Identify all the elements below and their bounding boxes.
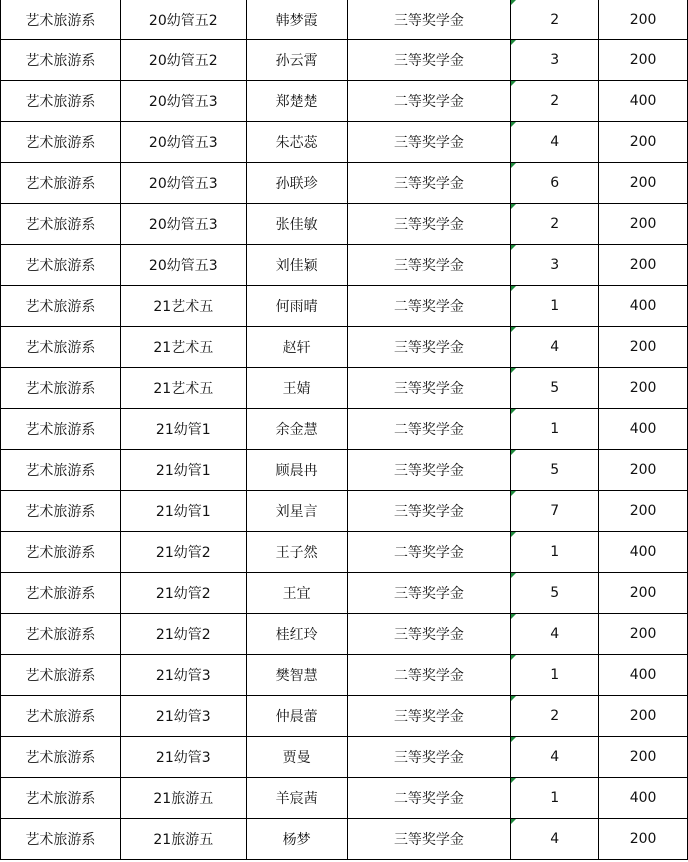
class-cell[interactable]: 21艺术五	[120, 368, 246, 409]
student-name-cell[interactable]: 何雨晴	[246, 286, 347, 327]
table-row	[1, 245, 688, 286]
department-cell[interactable]: 艺术旅游系	[1, 163, 121, 204]
student-name-cell[interactable]: 孙云霄	[246, 40, 347, 81]
rank-cell[interactable]: 4	[511, 737, 599, 778]
student-name-cell[interactable]: 王婧	[246, 368, 347, 409]
table-row	[1, 122, 688, 163]
table-row	[1, 819, 688, 860]
class-cell[interactable]: 21幼管3	[120, 737, 246, 778]
class-cell[interactable]: 21幼管3	[120, 696, 246, 737]
department-cell[interactable]: 艺术旅游系	[1, 614, 121, 655]
amount-cell[interactable]: 200	[599, 737, 688, 778]
department-cell[interactable]: 艺术旅游系	[1, 491, 121, 532]
rank-cell[interactable]: 5	[511, 450, 599, 491]
amount-cell[interactable]: 200	[599, 450, 688, 491]
amount-cell[interactable]: 200	[599, 696, 688, 737]
rank-cell[interactable]: 2	[511, 81, 599, 122]
class-cell[interactable]: 20幼管五3	[120, 163, 246, 204]
award-cell[interactable]: 三等奖学金	[347, 819, 511, 860]
award-cell[interactable]: 三等奖学金	[347, 491, 511, 532]
department-cell[interactable]: 艺术旅游系	[1, 204, 121, 245]
rank-cell[interactable]: 4	[511, 614, 599, 655]
rank-cell[interactable]: 1	[511, 778, 599, 819]
award-cell[interactable]: 二等奖学金	[347, 286, 511, 327]
rank-cell[interactable]: 3	[511, 40, 599, 81]
award-cell[interactable]: 三等奖学金	[347, 450, 511, 491]
student-name-cell[interactable]: 贾曼	[246, 737, 347, 778]
department-cell[interactable]: 艺术旅游系	[1, 409, 121, 450]
award-cell[interactable]: 三等奖学金	[347, 573, 511, 614]
class-cell[interactable]: 21幼管2	[120, 614, 246, 655]
award-cell[interactable]: 三等奖学金	[347, 204, 511, 245]
award-cell[interactable]: 三等奖学金	[347, 245, 511, 286]
amount-cell[interactable]: 400	[599, 532, 688, 573]
award-cell[interactable]: 三等奖学金	[347, 368, 511, 409]
student-name-cell[interactable]: 羊宸茜	[246, 778, 347, 819]
department-cell[interactable]: 艺术旅游系	[1, 655, 121, 696]
amount-cell[interactable]: 200	[599, 245, 688, 286]
amount-cell[interactable]: 200	[599, 819, 688, 860]
rank-cell[interactable]: 7	[511, 491, 599, 532]
department-cell[interactable]: 艺术旅游系	[1, 696, 121, 737]
rank-cell[interactable]: 1	[511, 655, 599, 696]
amount-cell[interactable]: 400	[599, 286, 688, 327]
award-cell[interactable]: 三等奖学金	[347, 737, 511, 778]
amount-cell[interactable]: 200	[599, 0, 688, 40]
student-name-cell[interactable]: 樊智慧	[246, 655, 347, 696]
rank-cell[interactable]: 3	[511, 245, 599, 286]
department-cell[interactable]: 艺术旅游系	[1, 81, 121, 122]
department-cell[interactable]: 艺术旅游系	[1, 450, 121, 491]
rank-cell[interactable]: 4	[511, 122, 599, 163]
department-cell[interactable]: 艺术旅游系	[1, 327, 121, 368]
amount-cell[interactable]: 200	[599, 163, 688, 204]
table-row	[1, 573, 688, 614]
class-cell[interactable]: 20幼管五3	[120, 245, 246, 286]
award-cell[interactable]: 三等奖学金	[347, 40, 511, 81]
class-cell[interactable]: 21幼管2	[120, 532, 246, 573]
department-cell[interactable]: 艺术旅游系	[1, 778, 121, 819]
table-row	[1, 81, 688, 122]
department-cell[interactable]: 艺术旅游系	[1, 737, 121, 778]
award-cell[interactable]: 三等奖学金	[347, 614, 511, 655]
department-cell[interactable]: 艺术旅游系	[1, 532, 121, 573]
student-name-cell[interactable]: 刘星言	[246, 491, 347, 532]
rank-cell[interactable]: 1	[511, 286, 599, 327]
award-cell[interactable]: 二等奖学金	[347, 532, 511, 573]
table-row	[1, 778, 688, 819]
amount-cell[interactable]: 400	[599, 81, 688, 122]
class-cell[interactable]: 20幼管五3	[120, 81, 246, 122]
award-cell[interactable]: 二等奖学金	[347, 81, 511, 122]
rank-cell[interactable]: 4	[511, 327, 599, 368]
student-name-cell[interactable]: 朱芯蕊	[246, 122, 347, 163]
student-name-cell[interactable]: 王子然	[246, 532, 347, 573]
table-row	[1, 614, 688, 655]
class-cell[interactable]: 21幼管2	[120, 573, 246, 614]
table-row	[1, 0, 688, 40]
rank-cell[interactable]: 2	[511, 696, 599, 737]
rank-cell[interactable]: 2	[511, 0, 599, 40]
table-row	[1, 655, 688, 696]
student-name-cell[interactable]: 郑楚楚	[246, 81, 347, 122]
amount-cell[interactable]: 200	[599, 327, 688, 368]
department-cell[interactable]: 艺术旅游系	[1, 368, 121, 409]
class-cell[interactable]: 21旅游五	[120, 819, 246, 860]
department-cell[interactable]: 艺术旅游系	[1, 245, 121, 286]
table-row	[1, 204, 688, 245]
student-name-cell[interactable]: 赵轩	[246, 327, 347, 368]
student-name-cell[interactable]: 仲晨蕾	[246, 696, 347, 737]
class-cell[interactable]: 21幼管1	[120, 409, 246, 450]
award-cell[interactable]: 二等奖学金	[347, 409, 511, 450]
table-row	[1, 450, 688, 491]
award-cell[interactable]: 二等奖学金	[347, 778, 511, 819]
class-cell[interactable]: 21幼管3	[120, 655, 246, 696]
amount-cell[interactable]: 200	[599, 491, 688, 532]
table-row	[1, 327, 688, 368]
student-name-cell[interactable]: 桂红玲	[246, 614, 347, 655]
amount-cell[interactable]: 200	[599, 614, 688, 655]
class-cell[interactable]: 21旅游五	[120, 778, 246, 819]
student-name-cell[interactable]: 孙联珍	[246, 163, 347, 204]
table-row	[1, 163, 688, 204]
table-row	[1, 696, 688, 737]
class-cell[interactable]: 21幼管1	[120, 491, 246, 532]
rank-cell[interactable]: 4	[511, 819, 599, 860]
table-row	[1, 368, 688, 409]
rank-cell[interactable]: 5	[511, 573, 599, 614]
amount-cell[interactable]: 200	[599, 573, 688, 614]
class-cell[interactable]: 20幼管五3	[120, 204, 246, 245]
award-cell[interactable]: 三等奖学金	[347, 327, 511, 368]
rank-cell[interactable]: 1	[511, 532, 599, 573]
student-name-cell[interactable]: 王宜	[246, 573, 347, 614]
class-cell[interactable]: 21幼管1	[120, 450, 246, 491]
table-row	[1, 737, 688, 778]
student-name-cell[interactable]: 余金慧	[246, 409, 347, 450]
amount-cell[interactable]: 400	[599, 409, 688, 450]
rank-cell[interactable]: 5	[511, 368, 599, 409]
table-body	[1, 0, 688, 860]
class-cell[interactable]: 21艺术五	[120, 327, 246, 368]
amount-cell[interactable]: 400	[599, 778, 688, 819]
class-cell[interactable]: 20幼管五2	[120, 40, 246, 81]
department-cell[interactable]: 艺术旅游系	[1, 40, 121, 81]
rank-cell[interactable]: 2	[511, 204, 599, 245]
rank-cell[interactable]: 1	[511, 409, 599, 450]
table-row	[1, 40, 688, 81]
department-cell[interactable]: 艺术旅游系	[1, 0, 121, 40]
class-cell[interactable]: 21艺术五	[120, 286, 246, 327]
amount-cell[interactable]: 200	[599, 368, 688, 409]
rank-cell[interactable]: 6	[511, 163, 599, 204]
student-name-cell[interactable]: 杨梦	[246, 819, 347, 860]
department-cell[interactable]: 艺术旅游系	[1, 122, 121, 163]
table-row	[1, 409, 688, 450]
award-cell[interactable]: 二等奖学金	[347, 655, 511, 696]
department-cell[interactable]: 艺术旅游系	[1, 286, 121, 327]
award-cell[interactable]: 三等奖学金	[347, 122, 511, 163]
amount-cell[interactable]: 200	[599, 204, 688, 245]
table-row	[1, 532, 688, 573]
table-row	[1, 491, 688, 532]
amount-cell[interactable]: 400	[599, 655, 688, 696]
student-name-cell[interactable]: 韩梦霞	[246, 0, 347, 40]
class-cell[interactable]: 20幼管五3	[120, 122, 246, 163]
award-cell[interactable]: 三等奖学金	[347, 163, 511, 204]
amount-cell[interactable]: 200	[599, 122, 688, 163]
department-cell[interactable]: 艺术旅游系	[1, 573, 121, 614]
class-cell[interactable]: 20幼管五2	[120, 0, 246, 40]
award-cell[interactable]: 三等奖学金	[347, 696, 511, 737]
student-name-cell[interactable]: 顾晨冉	[246, 450, 347, 491]
award-cell[interactable]: 三等奖学金	[347, 0, 511, 40]
student-name-cell[interactable]: 刘佳颖	[246, 245, 347, 286]
amount-cell[interactable]: 200	[599, 40, 688, 81]
department-cell[interactable]: 艺术旅游系	[1, 819, 121, 860]
table-row	[1, 286, 688, 327]
student-name-cell[interactable]: 张佳敏	[246, 204, 347, 245]
